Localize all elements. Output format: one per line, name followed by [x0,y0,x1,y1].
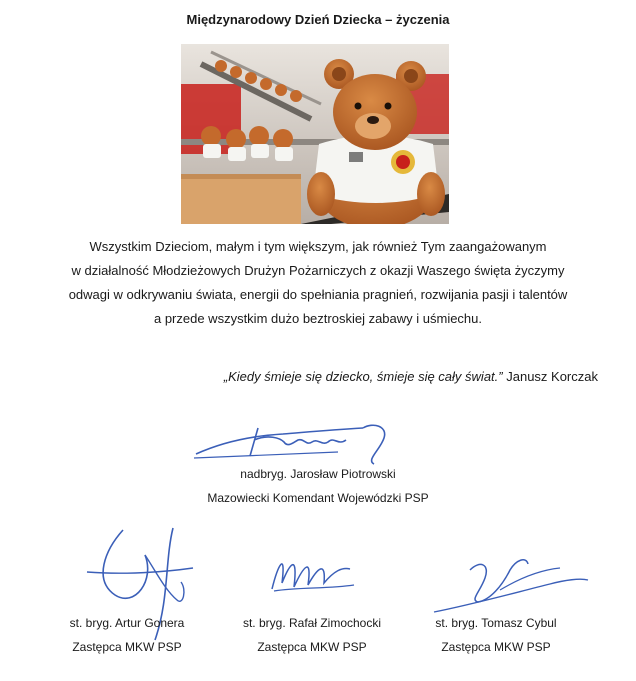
deputy-position: Zastępca MKW PSP [72,640,182,654]
signatory-name: nadbryg. Jarosław Piotrowski [240,467,396,481]
deputy-signatory [396,611,596,659]
deputy-name: st. bryg. Rafał Zimochocki [242,616,382,630]
deputy-name: st. bryg. Artur Gonera [69,616,185,630]
quote-text: „Kiedy śmieje się dziecko, śmieje się cały świat.” [223,369,503,384]
wishes-line: w działalność Młodzieżowych Drużyn Pożarniczych z okazji Waszego święta życzymy [71,263,565,278]
wishes-line: Wszystkim Dzieciom, małym i tym większym, jak również Tym zaangażowanym [89,239,547,254]
page-title: Międzynarodowy Dzień Dziecka – życzenia [186,12,450,27]
wishes-line: odwagi w odkrywaniu świata, energii do spełniania pragnień, rozwijania pasji i talentów [68,287,568,302]
deputy-signatory [212,611,412,659]
deputy-signatory [27,611,227,659]
deputy-position: Zastępca MKW PSP [257,640,367,654]
wishes-text [0,235,636,331]
deputy-position: Zastępca MKW PSP [441,640,551,654]
signature-piotrowski [188,418,410,468]
teddy-bear-photo [181,44,449,224]
signature-cybul [430,550,590,615]
main-signatory [0,462,636,510]
korczak-quote [0,369,598,384]
quote-author: Janusz Korczak [506,369,598,384]
wishes-line: a przede wszystkim dużo beztroskiej zabawy i uśmiechu. [153,311,483,326]
signature-zimochocki [268,545,358,600]
signatory-position: Mazowiecki Komendant Wojewódzki PSP [207,491,429,505]
deputy-name: st. bryg. Tomasz Cybul [435,616,557,630]
